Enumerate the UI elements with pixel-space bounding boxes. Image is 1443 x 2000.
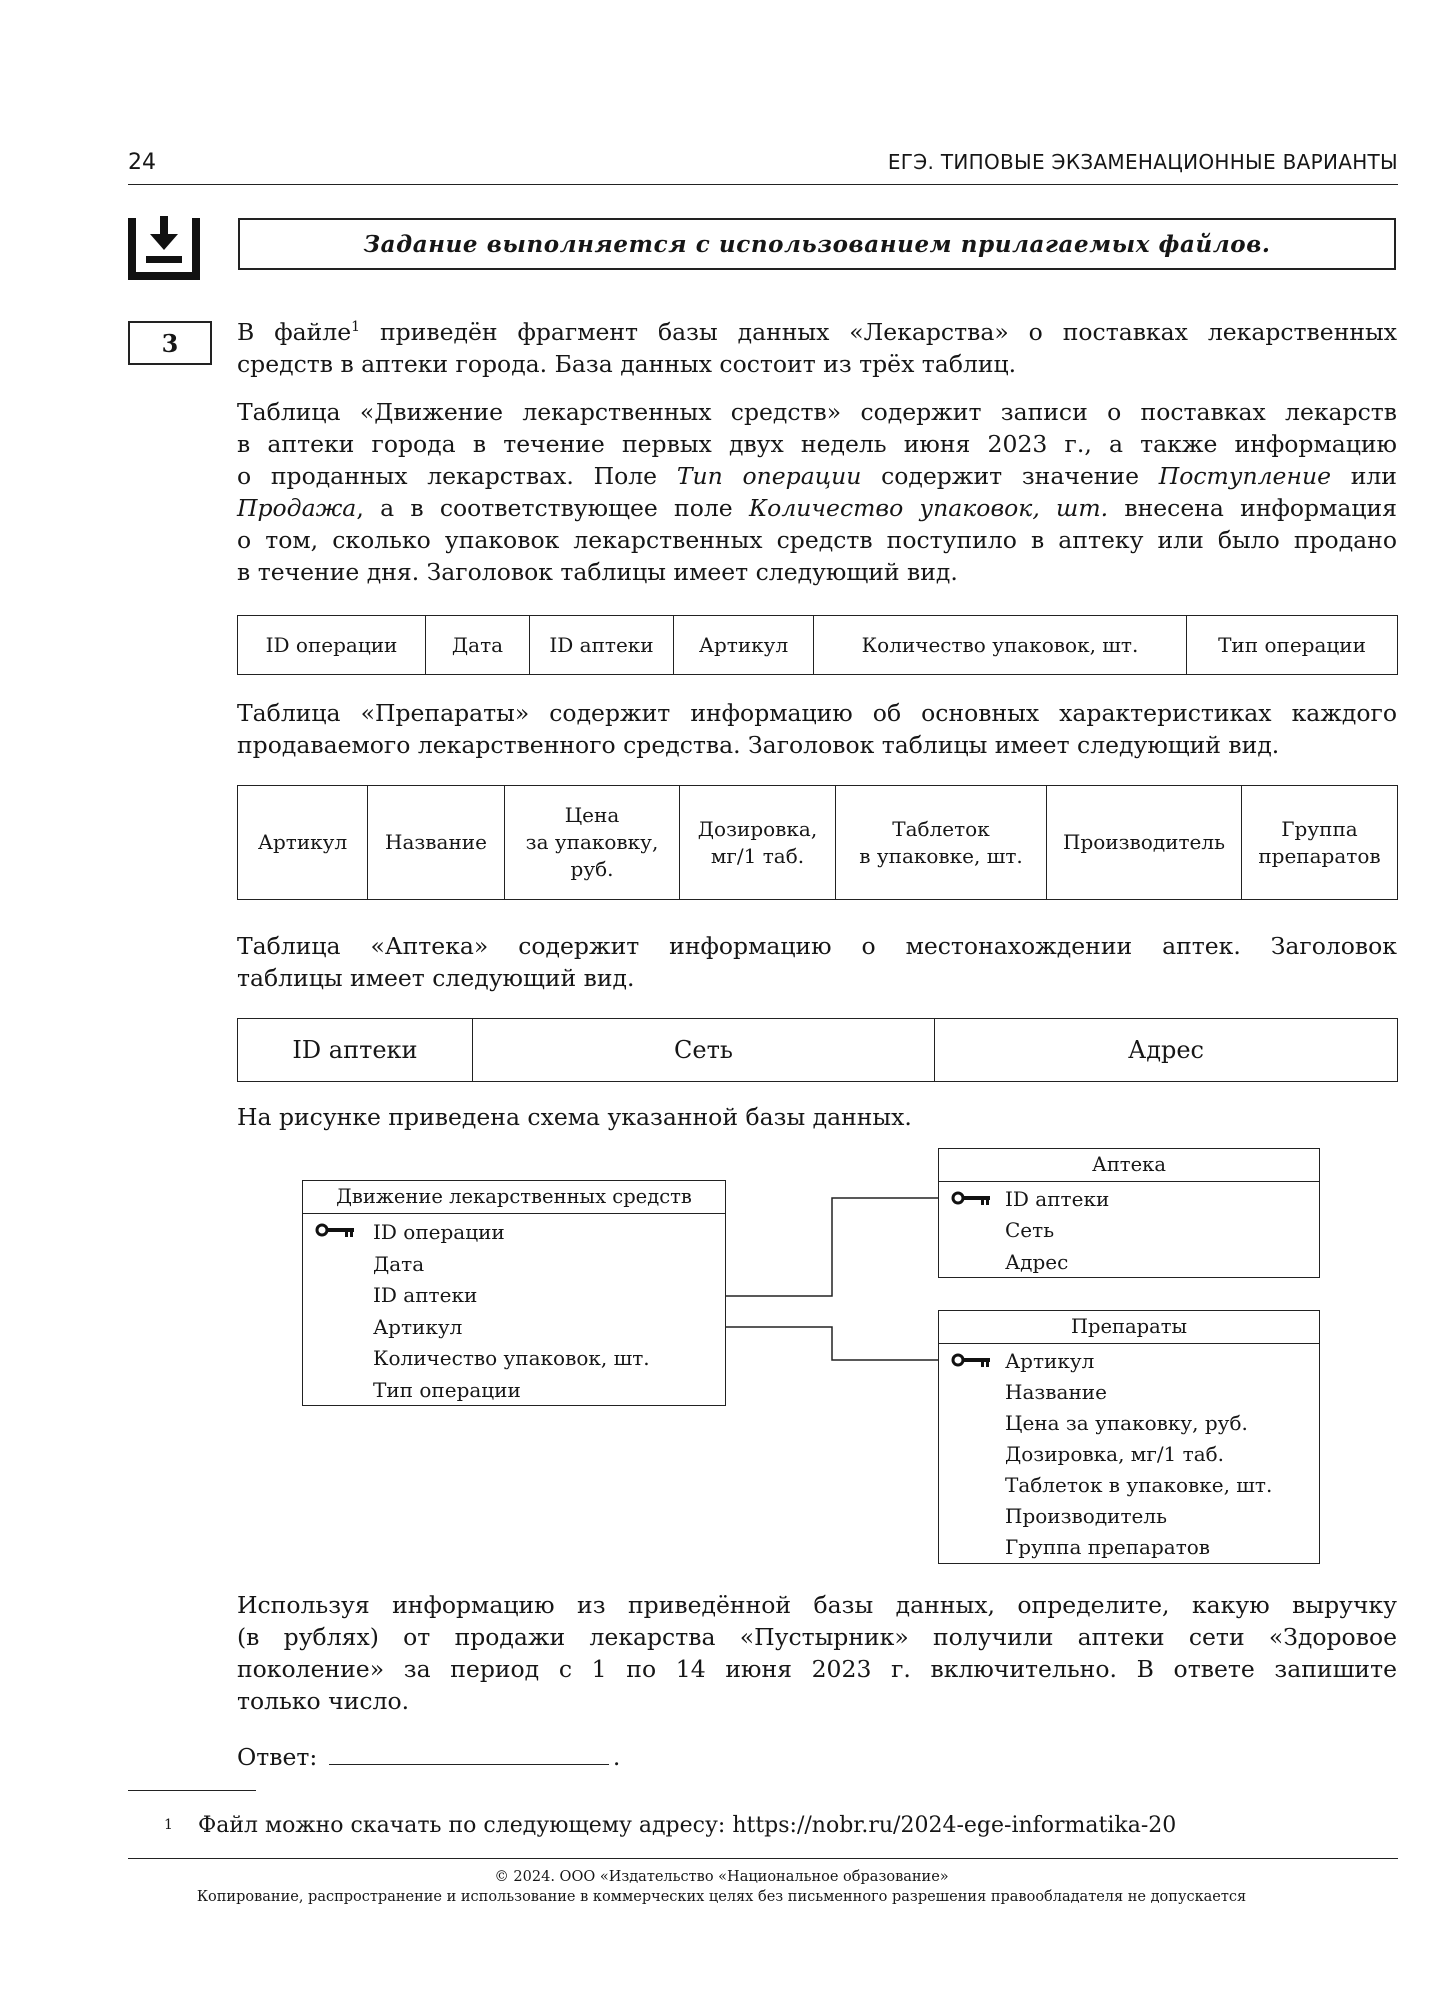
cell-line: руб.: [570, 857, 614, 881]
schema-field: Цена за упаковку, руб.: [1005, 1411, 1248, 1435]
answer-dot: .: [612, 1743, 621, 1771]
text-span: о проданных лекарствах. Поле: [237, 462, 658, 490]
movement-description: [237, 396, 1397, 588]
intro-text-cont: приведён фрагмент базы данных «Лекарства» о поставках лекарственных: [379, 318, 1397, 346]
schema-field: Тип операции: [373, 1378, 521, 1402]
pharmacy-description: [237, 930, 1397, 994]
schema-field: Артикул: [373, 1315, 463, 1339]
copyright-notice: Копирование, распространение и использование в коммерческих целях без письменного разрешения правообладателя не допускается: [196, 1889, 1247, 1905]
text-line: в аптеки города в течение первых двух недель июня 2023 г., а также информацию: [237, 430, 1397, 458]
header-cell: [680, 786, 836, 900]
cell-line: за упаковку,: [525, 830, 659, 854]
schema-field: ID аптеки: [1005, 1187, 1110, 1211]
schema-field: ID операции: [373, 1220, 505, 1244]
answer-row: [237, 1742, 620, 1771]
header-cell: ID аптеки: [530, 616, 674, 675]
drugs-description: [237, 697, 1397, 761]
text-line: Используя информацию из приведённой базы данных, определите, какую выручку: [237, 1591, 1397, 1619]
text-span: , а в соответствующее поле: [356, 494, 733, 522]
download-file-icon: [128, 210, 200, 280]
text-line: поколение» за период с 1 по 14 июня 2023 г. включительно. В ответе запишите: [237, 1655, 1397, 1683]
header-cell: [1242, 786, 1398, 900]
answer-label: Ответ:: [237, 1743, 318, 1771]
header-cell: [505, 786, 680, 900]
schema-field: ID аптеки: [373, 1283, 478, 1307]
text-line: Таблица «Препараты» содержит информацию об основных характеристиках каждого: [237, 699, 1397, 727]
schema-table-title: Движение лекарственных средств: [303, 1181, 725, 1214]
schema-field: Количество упаковок, шт.: [373, 1346, 650, 1370]
text-line: в течение дня. Заголовок таблицы имеет следующий вид.: [237, 558, 958, 586]
footnote: 1 Файл можно скачать по следующему адресу: https://nobr.ru/2024-ege-informatika-20: [164, 1813, 1177, 1838]
schema-table-title: Аптека: [939, 1149, 1319, 1182]
header-rule: [128, 184, 1398, 185]
cell-line: мг/1 таб.: [710, 843, 805, 868]
italic-term: Тип операции: [676, 462, 862, 490]
schema-field: Артикул: [1005, 1349, 1095, 1373]
header-cell: Название: [368, 786, 505, 900]
text-line: (в рублях) от продажи лекарства «Пустырник» получили аптеки сети «Здоровое: [237, 1623, 1397, 1651]
cell-line: в упаковке, шт.: [859, 843, 1023, 868]
header-cell: ID аптеки: [238, 1019, 473, 1082]
italic-term: Количество упаковок, шт.: [749, 494, 1109, 522]
schema-drugs-table: [938, 1310, 1320, 1564]
attachment-notice: Задание выполняется с использованием прилагаемых файлов.: [238, 218, 1396, 270]
text-line: о том, сколько упаковок лекарственных средств поступило в аптеку или было продано: [237, 526, 1397, 554]
schema-table-title: Препараты: [939, 1311, 1319, 1344]
text-line: [237, 492, 1397, 524]
primary-key-icon: [951, 1351, 991, 1369]
cell-line: препаратов: [1258, 843, 1381, 868]
header-cell: Сеть: [473, 1019, 935, 1082]
italic-term: Поступление: [1158, 462, 1331, 490]
header-cell: Производитель: [1047, 786, 1242, 900]
primary-key-icon: [951, 1189, 991, 1207]
schema-field: Группа препаратов: [1005, 1535, 1211, 1559]
intro-paragraph: [237, 316, 1397, 380]
text-span: или: [1350, 462, 1397, 490]
task-number: 3: [128, 321, 212, 365]
header-cell: Количество упаковок, шт.: [814, 616, 1187, 675]
footnote-rule: [128, 1790, 256, 1791]
header-cell: ID операции: [238, 616, 426, 675]
movement-table-header: [237, 615, 1398, 675]
header-cell: Дата: [426, 616, 530, 675]
italic-term: Продажа: [237, 494, 357, 522]
text-line: [237, 460, 1397, 492]
footnote-ref: 1: [351, 319, 361, 336]
text-span: содержит значение: [881, 462, 1140, 490]
intro-text-end: средств в аптеки города. База данных состоит из трёх таблиц.: [237, 350, 1017, 378]
pharmacy-table-header: [237, 1018, 1398, 1082]
text-line: Таблица «Аптека» содержит информацию о местонахождении аптек. Заголовок: [237, 932, 1397, 960]
schema-pharmacy-table: [938, 1148, 1320, 1278]
text-line: На рисунке приведена схема указанной базы данных.: [237, 1103, 912, 1131]
answer-blank[interactable]: [329, 1742, 609, 1765]
footer-rule: [128, 1858, 1398, 1859]
cell-line: Цена: [564, 803, 620, 827]
footnote-text: Файл можно скачать по следующему адресу: https://nobr.ru/2024-ege-informatika-20: [198, 1813, 1177, 1838]
text-line: продаваемого лекарственного средства. Заголовок таблицы имеет следующий вид.: [237, 731, 1280, 759]
header-cell: Тип операции: [1187, 616, 1398, 675]
cell-line: Группа: [1281, 816, 1358, 841]
text-span: внесена информация: [1124, 494, 1397, 522]
header-cell: [836, 786, 1047, 900]
schema-field: Название: [1005, 1380, 1107, 1404]
copyright-line: © 2024. ООО «Издательство «Национальное образование»: [494, 1869, 949, 1885]
schema-field: Дозировка, мг/1 таб.: [1005, 1442, 1225, 1466]
schema-intro: [237, 1101, 1397, 1133]
page-number: 24: [128, 150, 156, 175]
schema-movement-table: [302, 1180, 726, 1406]
intro-text-start: В файле: [237, 318, 352, 346]
question-paragraph: [237, 1589, 1397, 1717]
text-line: Таблица «Движение лекарственных средств» содержит записи о поставках лекарств: [237, 398, 1397, 426]
schema-field: Адрес: [1005, 1250, 1069, 1274]
schema-field: Сеть: [1005, 1218, 1055, 1242]
running-title: ЕГЭ. ТИПОВЫЕ ЭКЗАМЕНАЦИОННЫЕ ВАРИАНТЫ: [887, 150, 1398, 174]
schema-field: Таблеток в упаковке, шт.: [1005, 1473, 1273, 1497]
cell-line: Таблеток: [892, 816, 990, 841]
text-line: только число.: [237, 1687, 410, 1715]
schema-field: Производитель: [1005, 1504, 1167, 1528]
schema-field: Дата: [373, 1252, 425, 1276]
header-cell: Артикул: [674, 616, 814, 675]
cell-line: Дозировка,: [697, 816, 818, 841]
text-line: таблицы имеет следующий вид.: [237, 964, 635, 992]
header-cell: Артикул: [238, 786, 368, 900]
primary-key-icon: [315, 1221, 355, 1239]
header-cell: Адрес: [935, 1019, 1398, 1082]
drugs-table-header: [237, 785, 1398, 900]
